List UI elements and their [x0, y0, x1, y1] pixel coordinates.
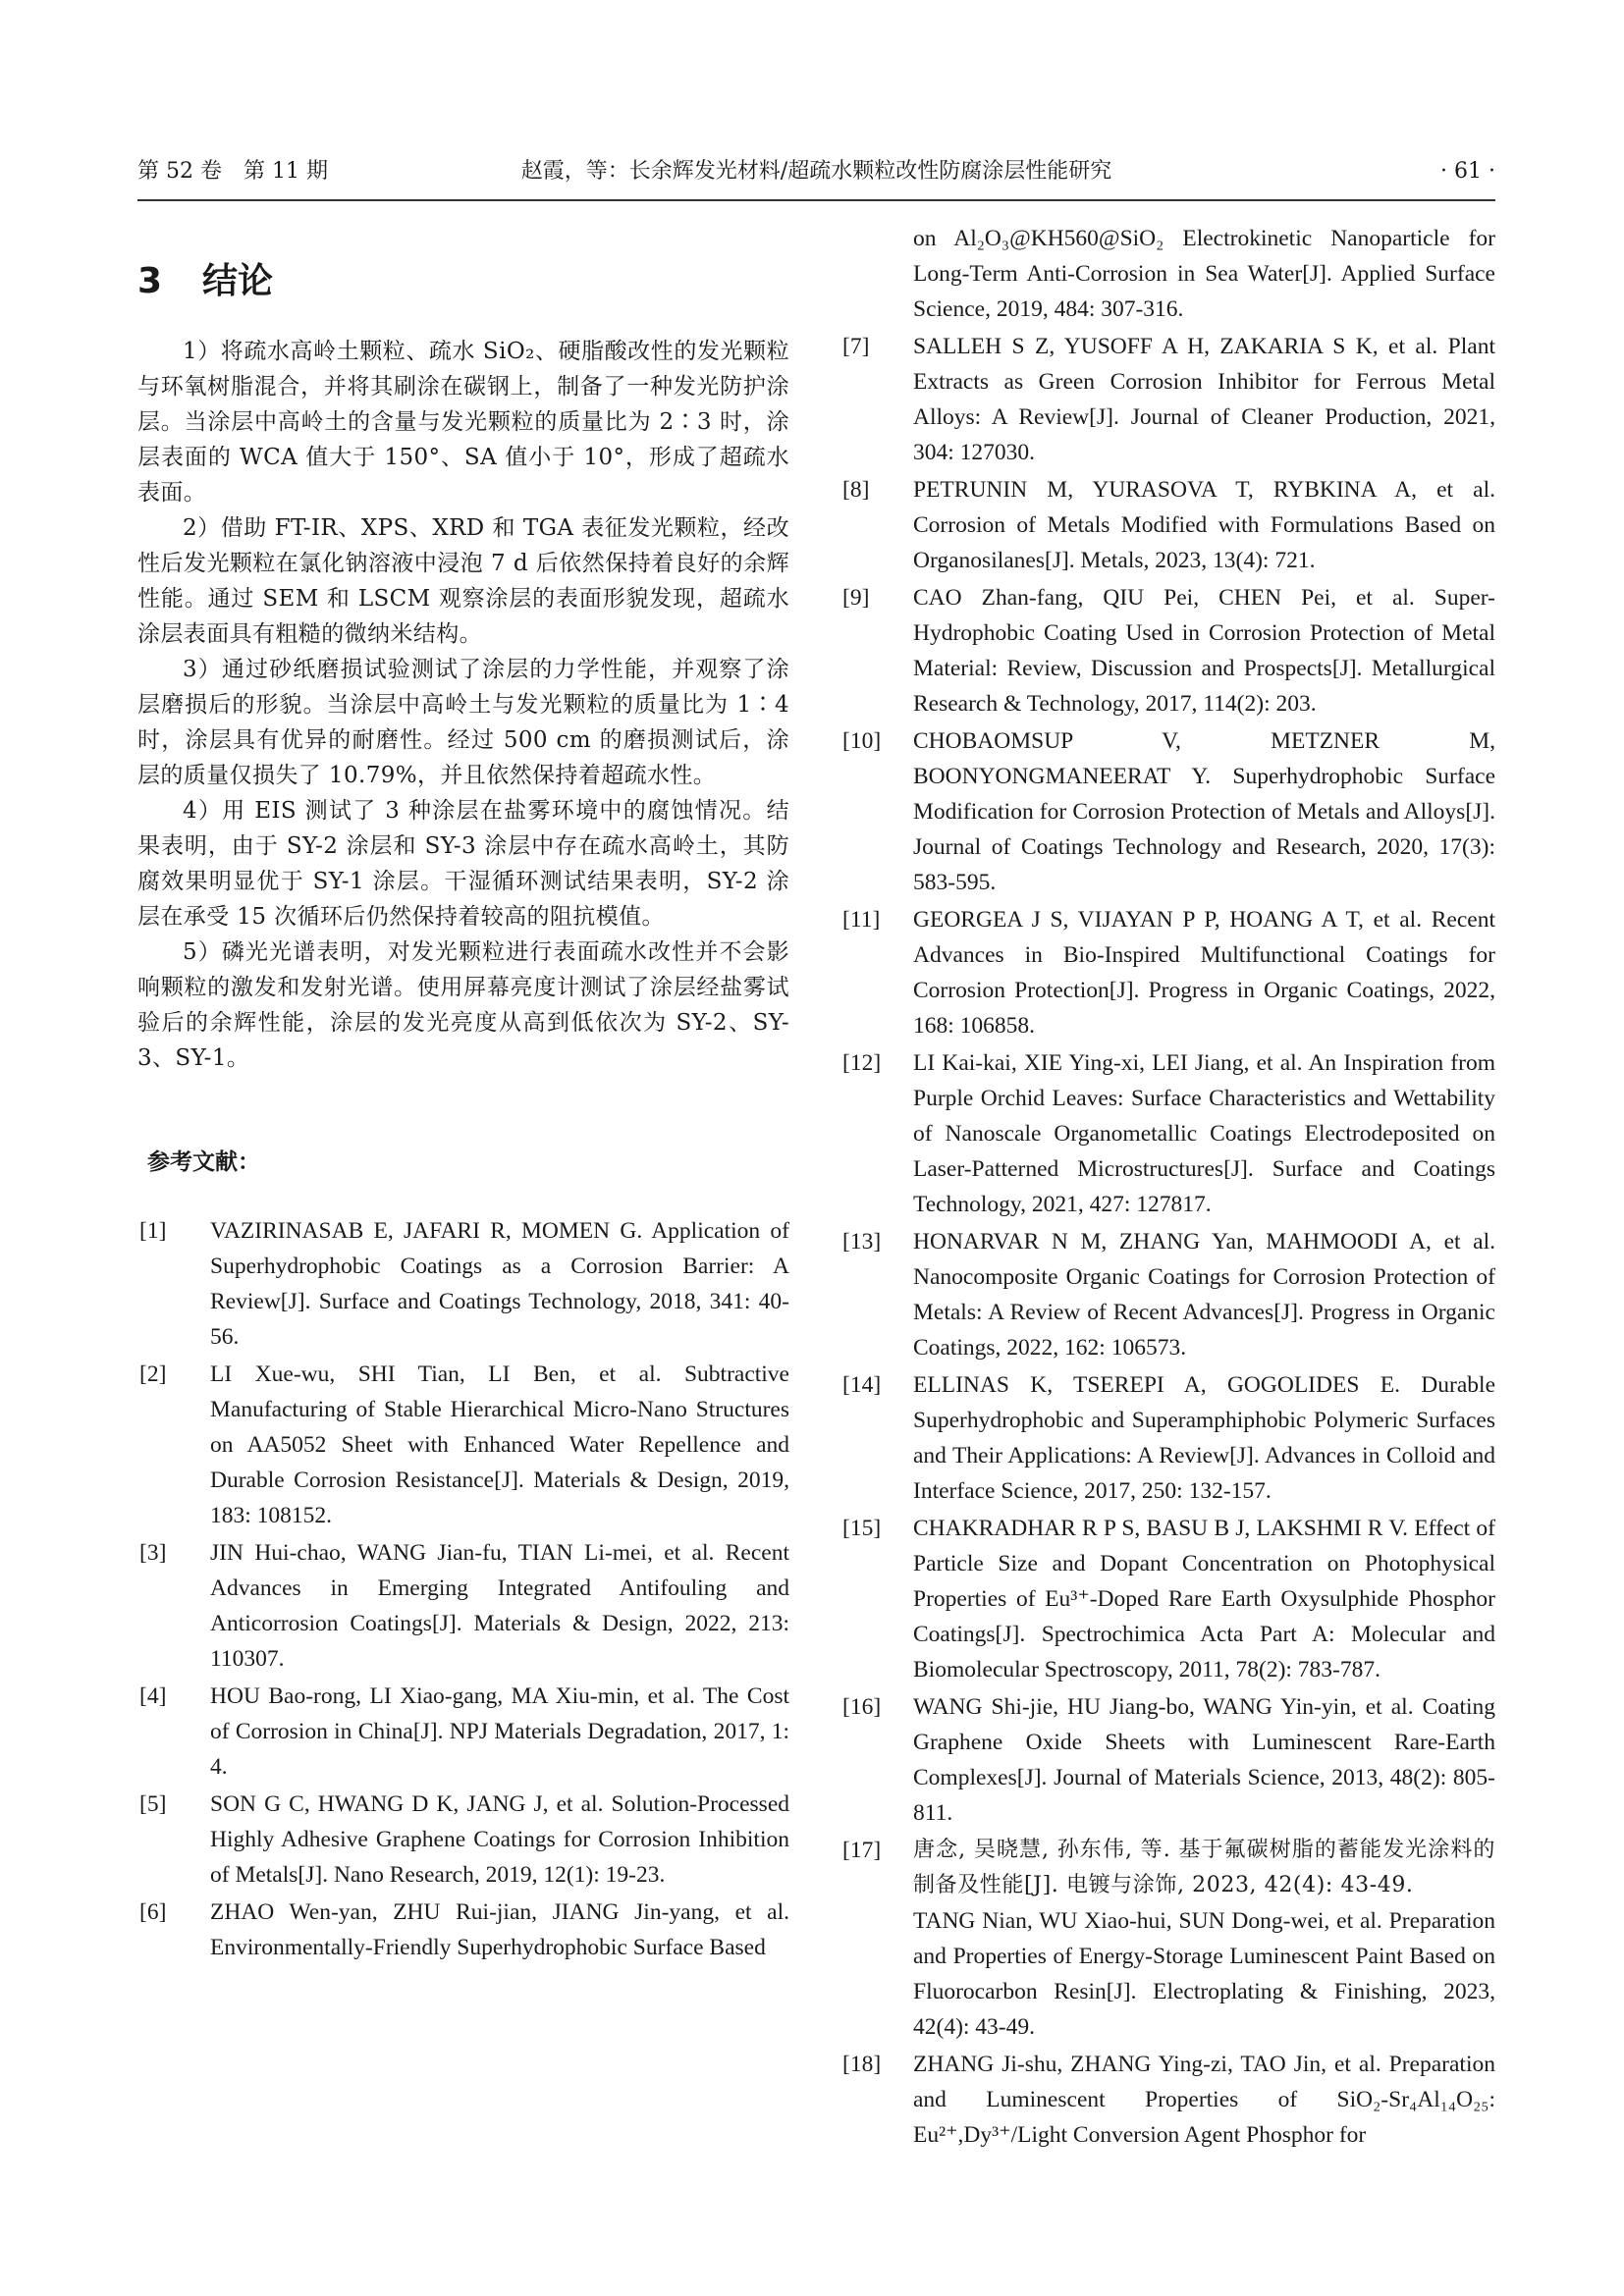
conclusion-paragraph-1: 1）将疏水高岭土颗粒、疏水 SiO₂、硬脂酸改性的发光颗粒与环氧树脂混合，并将其刷涂在碳钢上，制备了一种发光防护涂层。当涂层中高岭土的含量与发光颗粒的质量比为 2∶3 时，涂层表面的 WCA 值大于 150°、SA 值小于 10°，形成了超疏水表面。 — [137, 339, 789, 506]
reference-number: [15] — [842, 1516, 882, 1541]
conclusion-paragraph-5: 5）磷光光谱表明，对发光颗粒进行表面疏水改性并不会影响颗粒的激发和发射光谱。使用屏幕亮度计测试了涂层经盐雾试验后的余辉性能，涂层的发光亮度从高到低依次为 SY-2、SY-3、SY-1。 — [137, 939, 789, 1071]
reference-number: [1] — [139, 1218, 167, 1244]
reference-text-english: TANG Nian, WU Xiao-hui, SUN Dong-wei, et al. Preparation and Properties of Energy-Storage Luminescent Paint Based on Fluorocarbon Resin[J]. Electroplating & Finishing, 2023, 42(4): 43-49. — [913, 1908, 1495, 2040]
reference-number: [13] — [842, 1229, 882, 1255]
reference-number: [8] — [842, 477, 870, 503]
reference-text: JIN Hui-chao, WANG Jian-fu, TIAN Li-mei, et al. Recent Advances in Emerging Integrated Antifouling and Anticorrosion Coatings[J]. Materials & Design, 2022, 213: 110307. — [210, 1540, 789, 1672]
reference-number: [14] — [842, 1372, 882, 1398]
left-column — [137, 221, 789, 1967]
reference-number: [6] — [139, 1899, 167, 1925]
reference-text: LI Xue-wu, SHI Tian, LI Ben, et al. Subtractive Manufacturing of Stable Hierarchical Micro-Nano Structures on AA5052 Sheet with Enhanced Water Repellence and Durable Corrosion Resistance[J]. Materials & Design, 2019, 183: 108152. — [210, 1362, 789, 1528]
reference-item — [840, 1045, 1495, 1222]
page-number: · 61 · — [1440, 159, 1495, 184]
reference-number: [9] — [842, 585, 870, 611]
reference-number: [7] — [842, 334, 870, 359]
reference-text: GEORGEA J S, VIJAYAN P P, HOANG A T, et al. Recent Advances in Bio-Inspired Multifunctional Coatings for Corrosion Protection[J]. Progress in Organic Coatings, 2022, 168: 106858. — [913, 907, 1495, 1039]
reference-text: ELLINAS K, TSEREPI A, GOGOLIDES E. Durable Superhydrophobic and Superamphiphobic Polymeric Surfaces and Their Applications: A Review[J]. Advances in Colloid and Interface Science, 2017, 250: 132-157. — [913, 1372, 1495, 1504]
reference-item — [840, 472, 1495, 578]
reference-item — [840, 902, 1495, 1043]
reference-item — [840, 1833, 1495, 2045]
reference-text: HONARVAR N M, ZHANG Yan, MAHMOODI A, et al. Nanocomposite Organic Coatings for Corrosion Protection of Metals: A Review of Recent Advances[J]. Progress in Organic Coatings, 2022, 162: 106573. — [913, 1229, 1495, 1361]
reference-item — [137, 1213, 789, 1355]
conclusion-paragraph-3: 3）通过砂纸磨损试验测试了涂层的力学性能，并观察了涂层磨损后的形貌。当涂层中高岭土与发光颗粒的质量比为 1∶4 时，涂层具有优异的耐磨性。经过 500 cm 的磨损测试后，涂层的质量仅损失了 10.79%，并且依然保持着超疏水性。 — [137, 657, 789, 788]
header-divider — [137, 199, 1495, 201]
reference-item — [137, 1357, 789, 1533]
references-heading: 参考文献： — [147, 1149, 260, 1175]
reference-item — [840, 1689, 1495, 1831]
reference-item — [840, 2047, 1495, 2153]
conclusion-paragraph-2: 2）借助 FT-IR、XPS、XRD 和 TGA 表征发光颗粒，经改性后发光颗粒在氯化钠溶液中浸泡 7 d 后依然保持着良好的余辉性能。通过 SEM 和 LSCM 观察涂层的表面形貌发现，超疏水涂层表面具有粗糙的微纳米结构。 — [137, 515, 789, 647]
conclusion-paragraph-4: 4）用 EIS 测试了 3 种涂层在盐雾环境中的腐蚀情况。结果表明，由于 SY-2 涂层和 SY-3 涂层中存在疏水高岭土，其防腐效果明显优于 SY-1 涂层。干湿循环测试结果表明，SY-2 涂层在承受 15 次循环后仍然保持着较高的阻抗模值。 — [137, 798, 789, 930]
section-heading — [137, 262, 789, 301]
section-title: 结论 — [202, 261, 274, 301]
reference-item — [840, 1367, 1495, 1509]
reference-number: [11] — [842, 907, 881, 933]
reference-item — [137, 1787, 789, 1893]
reference-item — [137, 1535, 789, 1677]
reference-text: CAO Zhan-fang, QIU Pei, CHEN Pei, et al. Super-Hydrophobic Coating Used in Corrosion Protection of Metal Material: Review, Discussion and Prospects[J]. Metallurgical Research & Technology, 2017, 114(2): 203. — [913, 585, 1495, 717]
reference-text: ZHAO Wen-yan, ZHU Rui-jian, JIANG Jin-yang, et al. Environmentally-Friendly Superhydrophobic Surface Based — [210, 1899, 789, 1960]
reference-text: CHAKRADHAR R P S, BASU B J, LAKSHMI R V. Effect of Particle Size and Dopant Concentration on Photophysical Properties of Eu³⁺-Doped Rare Earth Oxysulphide Phosphor Coatings[J]. Spectrochimica Acta Part A: Molecular and Biomolecular Spectroscopy, 2011, 78(2): 783-787. — [913, 1516, 1495, 1682]
reference-number: [3] — [139, 1540, 167, 1566]
section-number: 3 — [137, 261, 163, 301]
reference-text: ZHANG Ji-shu, ZHANG Ying-zi, TAO Jin, et al. Preparation and Luminescent Properties of SiO₂-Sr₄Al₁₄O₂₅: Eu²⁺,Dy³⁺/Light Conversion Agent Phosphor for — [913, 2052, 1495, 2148]
reference-item — [840, 580, 1495, 721]
running-header — [137, 157, 1495, 196]
reference-text — [913, 1833, 1495, 2045]
reference-text: HOU Bao-rong, LI Xiao-gang, MA Xiu-min, et al. The Cost of Corrosion in China[J]. NPJ Materials Degradation, 2017, 1: 4. — [210, 1683, 789, 1780]
reference-number: [5] — [139, 1791, 167, 1817]
journal-issue: 第 52 卷 第 11 期 — [137, 159, 328, 184]
reference-text-chinese: 唐念, 吴晓慧, 孙东伟, 等. 基于氟碳树脂的蓄能发光涂料的制备及性能[J]. 电镀与涂饰, 2023, 42(4): 43-49. — [913, 1838, 1495, 1897]
reference-number: [2] — [139, 1362, 167, 1387]
reference-text: CHOBAOMSUP V, METZNER M, BOONYONGMANEERAT Y. Superhydrophobic Surface Modification for Corrosion Protection of Metals and Alloys[J]. Journal of Coatings Technology and Research, 2020, 17(3): 583-595. — [913, 728, 1495, 895]
reference-text: SALLEH S Z, YUSOFF A H, ZAKARIA S K, et al. Plant Extracts as Green Corrosion Inhibitor for Ferrous Metal Alloys: A Review[J]. Journal of Cleaner Production, 2021, 304: 127030. — [913, 334, 1495, 465]
reference-item — [137, 1895, 789, 1965]
reference-item — [840, 1224, 1495, 1365]
reference-number: [4] — [139, 1683, 167, 1709]
reference-number: [17] — [842, 1838, 882, 1863]
reference-item — [137, 1679, 789, 1785]
reference-continuation: on Al₂O₃@KH560@SiO₂ Electrokinetic Nanoparticle for Long-Term Anti-Corrosion in Sea Water[J]. Applied Surface Science, 2019, 484: 307-316. — [913, 226, 1495, 322]
reference-text: SON G C, HWANG D K, JANG J, et al. Solution-Processed Highly Adhesive Graphene Coatings for Corrosion Inhibition of Metals[J]. Nano Research, 2019, 12(1): 19-23. — [210, 1791, 789, 1888]
reference-text: VAZIRINASAB E, JAFARI R, MOMEN G. Application of Superhydrophobic Coatings as a Corrosion Barrier: A Review[J]. Surface and Coatings Technology, 2018, 341: 40-56. — [210, 1218, 789, 1350]
article-running-title: 赵霞，等：长余辉发光材料/超疏水颗粒改性防腐涂层性能研究 — [520, 159, 1112, 184]
reference-number: [12] — [842, 1050, 882, 1076]
right-column — [840, 221, 1495, 2155]
reference-number: [18] — [842, 2052, 882, 2077]
reference-number: [10] — [842, 728, 882, 754]
reference-item — [840, 723, 1495, 900]
reference-text: PETRUNIN M, YURASOVA T, RYBKINA A, et al. Corrosion of Metals Modified with Formulations Based on Organosilanes[J]. Metals, 2023, 13(4): 721. — [913, 477, 1495, 573]
reference-number: [16] — [842, 1694, 882, 1720]
reference-text: WANG Shi-jie, HU Jiang-bo, WANG Yin-yin, et al. Coating Graphene Oxide Sheets with Luminescent Rare-Earth Complexes[J]. Journal of Materials Science, 2013, 48(2): 805-811. — [913, 1694, 1495, 1826]
reference-item — [840, 1511, 1495, 1687]
reference-text: LI Kai-kai, XIE Ying-xi, LEI Jiang, et al. An Inspiration from Purple Orchid Leaves: Surface Characteristics and Wettability of Nanoscale Organometallic Coatings Electrodeposited on Laser-Patterned Microstructures[J]. Surface and Coatings Technology, 2021, 427: 127817. — [913, 1050, 1495, 1217]
reference-item — [840, 329, 1495, 470]
